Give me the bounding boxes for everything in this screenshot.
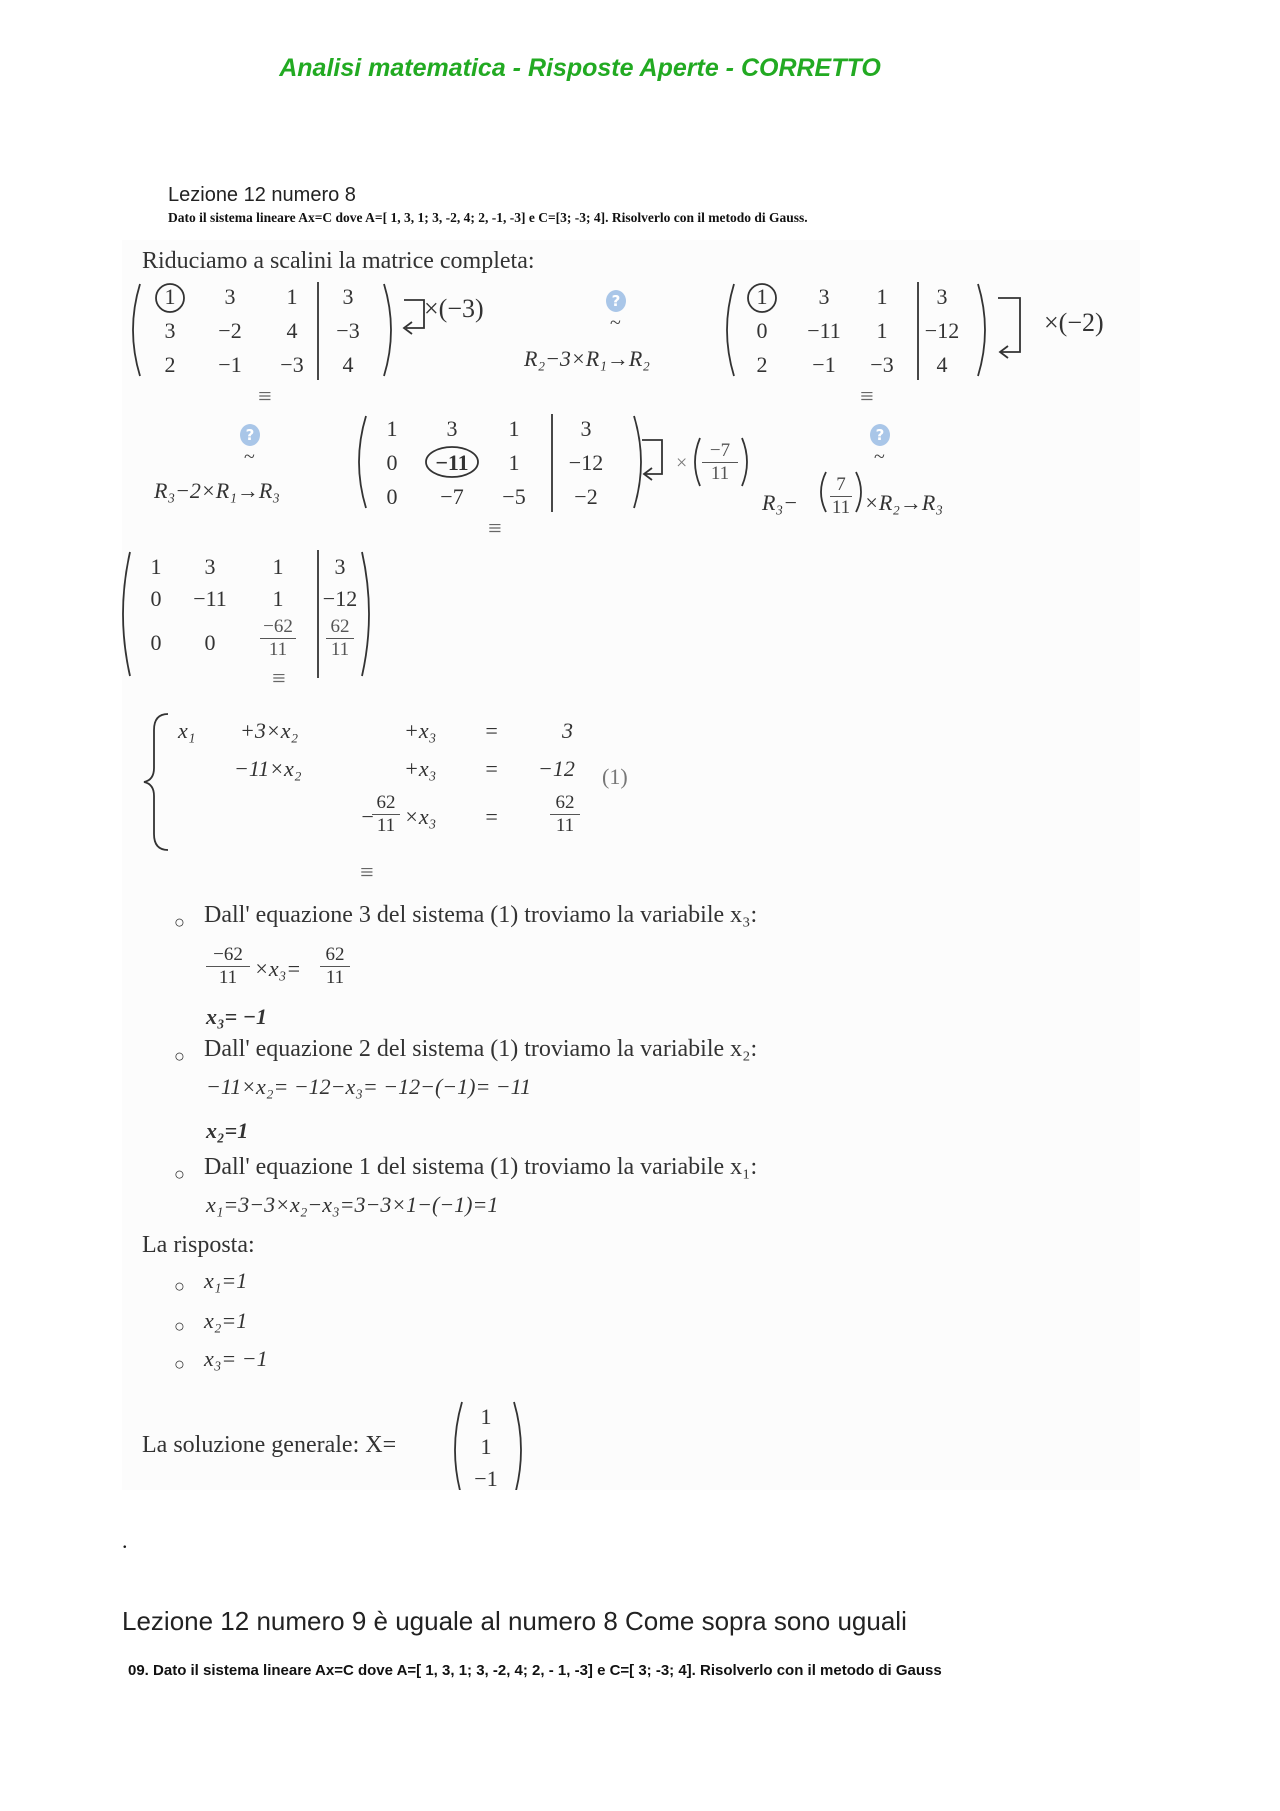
answer-label: La risposta: <box>142 1232 255 1258</box>
equivalence-4: ≡ <box>272 666 286 692</box>
cell: 3 <box>446 416 458 441</box>
lesson-9-title: Lezione 12 numero 9 è uguale al numero 8 Come sopra sono uguali <box>122 1606 907 1636</box>
cell: −3 <box>280 352 304 377</box>
numerator: −62 <box>206 944 250 967</box>
answer-x2: x₂=1 <box>204 1308 248 1333</box>
cell: −2 <box>218 318 242 343</box>
cell: 0 <box>150 630 162 655</box>
step-3-middle: ×x₃= <box>254 956 302 981</box>
cell: 3 <box>342 284 354 309</box>
cell: 1 <box>876 284 888 309</box>
math-strokes <box>122 240 1140 1490</box>
cell: 0 <box>386 450 398 475</box>
cell: 1 <box>272 554 284 579</box>
step-3-result: x₃= −1 <box>206 1004 268 1029</box>
step-2-text: Dall' equazione 2 del sistema (1) troviamo la variabile x₂: <box>204 1036 758 1062</box>
solution-intro: Riduciamo a scalini la matrice completa: <box>142 248 535 274</box>
separator-dot: . <box>122 1528 128 1553</box>
term: +x₃ <box>404 718 437 743</box>
cell: 4 <box>342 352 354 377</box>
lesson-8-title: Lezione 12 numero 8 <box>168 184 356 206</box>
cell: −3 <box>870 352 894 377</box>
cell: 1 <box>876 318 888 343</box>
numerator: 7 <box>830 474 852 497</box>
cell: −1 <box>218 352 242 377</box>
equivalence-3: ≡ <box>488 516 502 542</box>
term: 3 <box>562 718 573 743</box>
cell: 3 <box>334 554 346 579</box>
numerator: 62 <box>550 792 580 815</box>
cell: 1 <box>508 416 520 441</box>
help-icon[interactable]: ? <box>870 424 890 446</box>
operation-1: R₂−3×R₁→R₂ <box>524 346 650 371</box>
term: x₁ <box>178 718 196 743</box>
cell: 2 <box>756 352 768 377</box>
cell: 1 <box>508 450 520 475</box>
cell: −2 <box>574 484 598 509</box>
bullet-icon: ○ <box>174 1354 185 1374</box>
numerator: −7 <box>702 440 738 463</box>
term: +3×x₂ <box>240 718 299 743</box>
cell: 0 <box>756 318 768 343</box>
step-3-text: Dall' equazione 3 del sistema (1) troviamo la variabile x₃: <box>204 902 758 928</box>
vector-cell: −1 <box>474 1466 498 1491</box>
bullet-icon: ○ <box>174 1164 185 1184</box>
tilde-1: ~ <box>610 312 621 334</box>
help-icon[interactable]: ? <box>606 290 626 312</box>
cell: −1 <box>812 352 836 377</box>
cell: −12 <box>924 318 960 343</box>
bullet-icon: ○ <box>174 1046 185 1066</box>
tilde-2: ~ <box>244 446 255 468</box>
cell: −5 <box>502 484 526 509</box>
numerator: 62 <box>320 944 350 967</box>
cell: 3 <box>818 284 830 309</box>
cell: 0 <box>204 630 216 655</box>
tilde-3: ~ <box>874 446 885 468</box>
step-2-result: x₂=1 <box>206 1118 249 1143</box>
denominator: 11 <box>831 497 851 518</box>
cell: 3 <box>580 416 592 441</box>
term: − <box>360 804 375 829</box>
equivalence-1: ≡ <box>258 384 272 410</box>
document-title: Analisi matematica - Risposte Aperte - CORRETTO <box>279 54 881 82</box>
operation-3-left: R₃− <box>762 490 798 515</box>
term: −12 <box>538 756 575 781</box>
cell: 2 <box>164 352 176 377</box>
step-1-equation: x₁=3−3×x₂−x₃=3−3×1−(−1)=1 <box>206 1192 499 1217</box>
lesson-9-question: 09. Dato il sistema lineare Ax=C dove A=[ 1, 3, 1; 3, -2, 4; 2, - 1, -3] e C=[ 3; -3; 4]. Risolverlo con il metodo di Gauss <box>128 1662 942 1679</box>
vector-cell: 1 <box>480 1434 492 1459</box>
answer-x1: x₁=1 <box>204 1268 248 1293</box>
cell: −3 <box>336 318 360 343</box>
cell: −12 <box>568 450 604 475</box>
multiplier-2: ×(−2) <box>1044 308 1104 337</box>
term: ×x₃ <box>404 804 437 829</box>
numerator: 62 <box>372 792 400 815</box>
denominator: 11 <box>268 639 288 660</box>
numerator: −62 <box>260 616 296 639</box>
answer-x3: x₃= −1 <box>204 1346 268 1371</box>
term: +x₃ <box>404 756 437 781</box>
denominator: 11 <box>325 967 345 988</box>
term: = <box>484 804 499 829</box>
bullet-icon: ○ <box>174 1276 185 1296</box>
denominator: 11 <box>218 967 238 988</box>
cell: 1 <box>286 284 298 309</box>
cell: 1 <box>150 554 162 579</box>
term: −11×x₂ <box>234 756 302 781</box>
cell: 3 <box>224 284 236 309</box>
term: = <box>484 756 499 781</box>
system-label: (1) <box>602 764 628 789</box>
cell: −12 <box>322 586 358 611</box>
equivalence-5: ≡ <box>360 860 374 886</box>
step-1-text: Dall' equazione 1 del sistema (1) troviamo la variabile x₁: <box>204 1154 758 1180</box>
denominator: 11 <box>555 815 575 836</box>
cell: 1 <box>386 416 398 441</box>
operation-2: R₃−2×R₁→R₃ <box>154 478 280 503</box>
operation-3-right: ×R₂→R₃ <box>864 490 944 515</box>
vector-cell: 1 <box>480 1404 492 1429</box>
denominator: 11 <box>710 463 730 484</box>
numerator: 62 <box>326 616 354 639</box>
cell: 3 <box>164 318 176 343</box>
multiplier-3-sign: × <box>676 452 688 474</box>
cell: −11 <box>193 586 227 611</box>
help-icon[interactable]: ? <box>240 424 260 446</box>
denominator: 11 <box>376 815 396 836</box>
bullet-icon: ○ <box>174 912 185 932</box>
multiplier-1: ×(−3) <box>424 294 484 323</box>
cell: −7 <box>440 484 464 509</box>
cell: 0 <box>386 484 398 509</box>
cell: −11 <box>435 450 469 475</box>
cell: 3 <box>204 554 216 579</box>
step-2-equation: −11×x₂= −12−x₃= −12−(−1)= −11 <box>206 1074 532 1099</box>
cell: 3 <box>936 284 948 309</box>
bullet-icon: ○ <box>174 1316 185 1336</box>
cell: 1 <box>756 284 768 309</box>
solution-image <box>122 240 1140 1490</box>
cell: 4 <box>936 352 948 377</box>
cell: −11 <box>807 318 841 343</box>
equivalence-2: ≡ <box>860 384 874 410</box>
lesson-8-question: Dato il sistema lineare Ax=C dove A=[ 1, 3, 1; 3, -2, 4; 2, -1, -3] e C=[3; -3; 4]. Risolverlo con il metodo di Gauss. <box>168 210 808 225</box>
cell: 1 <box>272 586 284 611</box>
cell: 1 <box>164 284 176 309</box>
cell: 4 <box>286 318 298 343</box>
cell: 0 <box>150 586 162 611</box>
general-solution-label: La soluzione generale: X= <box>142 1432 397 1458</box>
denominator: 11 <box>330 639 350 660</box>
term: = <box>484 718 499 743</box>
